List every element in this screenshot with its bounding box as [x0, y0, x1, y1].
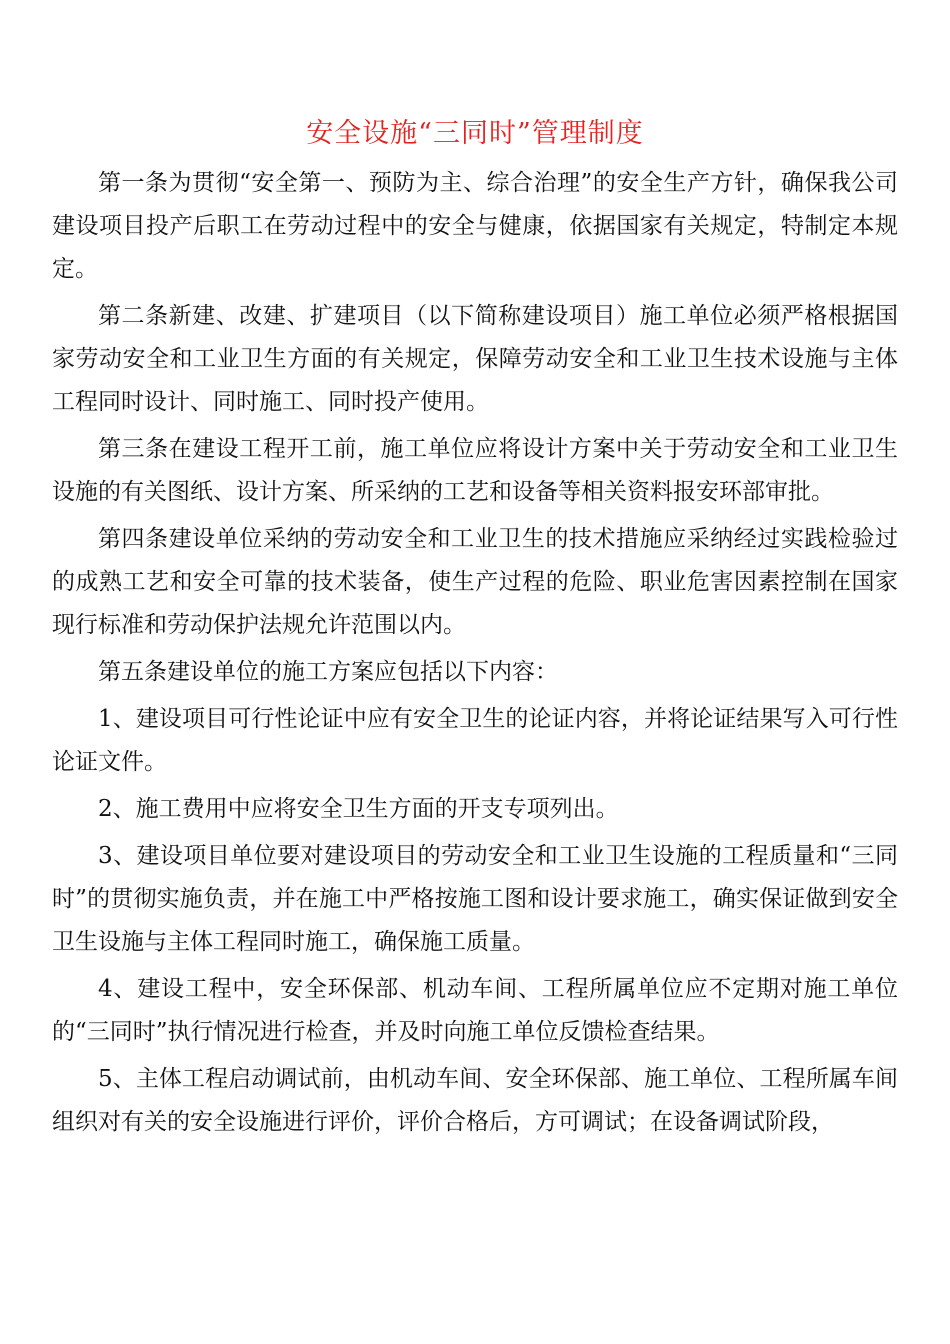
- list-item-2: 2、施工费用中应将安全卫生方面的开支专项列出。: [98, 796, 619, 822]
- article-3-paragraph: 第三条在建设工程开工前，施工单位应将设计方案中关于劳动安全和工业卫生设施的有关图纸、设计方案、所采纳的工艺和设备等相关资料报安环部审批。: [52, 436, 898, 505]
- article-1-paragraph: 第一条为贯彻“安全第一、预防为主、综合治理”的安全生产方针，确保我公司建设项目投产后职工在劳动过程中的安全与健康，依据国家有关规定，特制定本规定。: [52, 170, 898, 282]
- list-item-4: 4、建设工程中，安全环保部、机动车间、工程所属单位应不定期对施工单位的“三同时”执行情况进行检查，并及时向施工单位反馈检查结果。: [52, 976, 898, 1045]
- list-item-5: 5、主体工程启动调试前，由机动车间、安全环保部、施工单位、工程所属车间组织对有关的安全设施进行评价，评价合格后，方可调试；在设备调试阶段，: [52, 1066, 898, 1135]
- article-5-paragraph: 第五条建设单位的施工方案应包括以下内容：: [98, 659, 558, 685]
- article-2-paragraph: 第二条新建、改建、扩建项目（以下简称建设项目）施工单位必须严格根据国家劳动安全和工业卫生方面的有关规定，保障劳动安全和工业卫生技术设施与主体工程同时设计、同时施工、同时投产使用。: [52, 303, 898, 415]
- document-body: [52, 162, 898, 1144]
- article-4-paragraph: 第四条建设单位采纳的劳动安全和工业卫生的技术措施应采纳经过实践检验过的成熟工艺和安全可靠的技术装备，使生产过程的危险、职业危害因素控制在国家现行标准和劳动保护法规允许范围以内。: [52, 526, 898, 638]
- list-item-3: 3、建设项目单位要对建设项目的劳动安全和工业卫生设施的工程质量和“三同时”的贯彻实施负责，并在施工中严格按施工图和设计要求施工，确实保证做到安全卫生设施与主体工程同时施工，确保施工质量。: [52, 843, 898, 955]
- document-title: 安全设施“三同时”管理制度: [306, 118, 644, 149]
- list-item-1: 1、建设项目可行性论证中应有安全卫生的论证内容，并将论证结果写入可行性论证文件。: [52, 706, 898, 775]
